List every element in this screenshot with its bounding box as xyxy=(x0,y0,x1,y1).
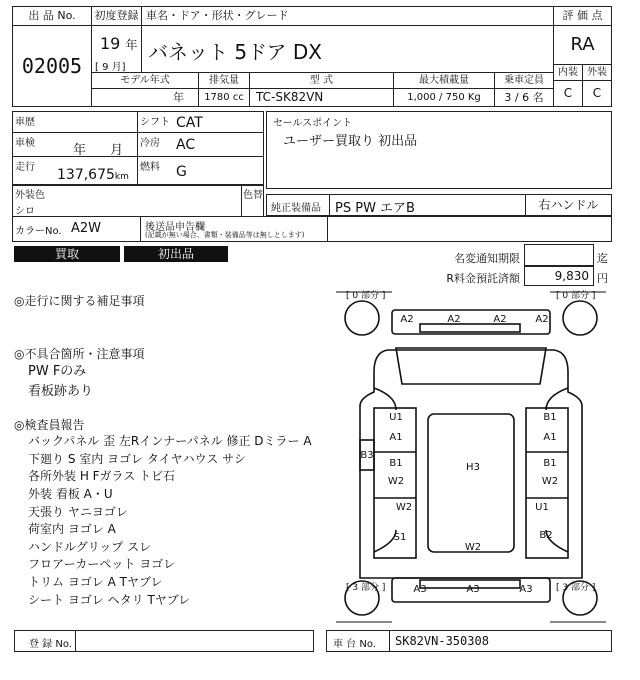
score-label: 評 価 点 xyxy=(562,9,603,22)
inspector-line: フロアーカーペット ヨゴレ xyxy=(28,557,176,572)
recycle-value-cell xyxy=(524,266,594,286)
right-mark: B1 xyxy=(543,458,557,469)
reg-no-block xyxy=(14,630,314,652)
tire-rl-label: [ 3 部分 ] xyxy=(346,583,386,593)
chassis-no: SK82VN-350308 xyxy=(395,634,489,648)
inspector-title: ◎検査員報告 xyxy=(14,418,85,433)
docs-block xyxy=(140,216,328,242)
capacity-label-cell xyxy=(494,72,554,89)
max-load-label-cell xyxy=(393,72,495,89)
car-name-cell xyxy=(141,25,554,73)
inspector-line: 天張り ヤニヨゴレ xyxy=(28,504,128,519)
shift-label: シフト xyxy=(140,117,170,128)
ext-color: シロ xyxy=(15,206,35,217)
left-side-mark: B3 xyxy=(360,450,374,461)
steering: 右ハンドル xyxy=(538,198,599,212)
score: RA xyxy=(570,34,595,55)
reg-no-label: 登 録 No. xyxy=(29,639,72,650)
capacity-label: 乗車定員 xyxy=(504,75,544,86)
fuel: G xyxy=(176,164,187,180)
reg-month: [ 9 月] xyxy=(95,62,126,73)
notes-panel xyxy=(14,292,326,628)
equipment-label: 純正装備品 xyxy=(271,203,321,214)
color-no: A2W xyxy=(71,221,102,236)
first-reg-cell xyxy=(91,25,142,73)
displacement-label: 排気量 xyxy=(209,75,239,86)
car-name-label: 車名・ドア・形状・グレード xyxy=(146,9,289,22)
lot-no: 02005 xyxy=(21,54,83,78)
lot-no-label: 出 品 No. xyxy=(28,9,76,22)
inspector-line: シート ヨゴレ ヘタリ Tヤブレ xyxy=(28,592,191,607)
color-no-label: カラーNo. xyxy=(15,226,62,237)
equipment-block xyxy=(266,194,526,216)
left-mark: S1 xyxy=(393,532,407,543)
rear-center-mark: W2 xyxy=(464,542,482,553)
recycle-label: R料金預託済額 xyxy=(446,272,520,285)
defects-title: ◎不具合箇所・注意事項 xyxy=(14,347,145,361)
left-mark: A1 xyxy=(389,432,403,443)
reg-year-unit: 年 xyxy=(125,38,138,52)
sales-point: ユーザー買取り 初出品 xyxy=(283,134,418,149)
right-mark: A1 xyxy=(543,432,557,443)
first-reg-label-cell xyxy=(91,6,142,26)
recycle-unit: 円 xyxy=(597,272,608,285)
left-mark: W2 xyxy=(387,476,405,487)
model-year-unit: 年 xyxy=(173,91,184,104)
lot-no-label-cell xyxy=(12,6,92,26)
inspection-label: 車検 xyxy=(15,138,35,149)
aircon: AC xyxy=(176,137,196,153)
exterior-grade-cell xyxy=(582,80,612,107)
inspector-line: 下廻り S 室内 ヨゴレ タイヤハウス サシ xyxy=(28,451,246,466)
left-mark: U1 xyxy=(389,412,403,423)
inspector-list xyxy=(14,433,326,609)
model-code: TC-SK82VN xyxy=(256,90,324,104)
car-diagram-svg xyxy=(330,288,612,626)
inspector-line: ハンドルグリップ スレ xyxy=(28,539,152,554)
shift: CAT xyxy=(176,115,203,131)
interior-label-cell xyxy=(553,64,583,81)
exterior-label: 外装 xyxy=(587,67,607,78)
history-label: 車歴 xyxy=(15,117,35,128)
score-cell xyxy=(553,25,612,65)
defect-item: 看板跡あり xyxy=(28,384,94,400)
interior-grade: C xyxy=(563,86,573,100)
recycle-amount: 9,830 xyxy=(554,269,589,283)
name-change-value xyxy=(524,244,594,266)
steering-cell xyxy=(525,194,612,216)
chassis-block xyxy=(326,630,612,652)
mileage-unit: km xyxy=(114,172,129,182)
left-mark: B1 xyxy=(389,458,403,469)
sales-point-label: セールスポイント xyxy=(273,118,353,129)
model-label: 型 式 xyxy=(309,75,334,86)
model-year-cell xyxy=(91,88,199,107)
max-load-label: 最大積載量 xyxy=(419,75,469,86)
capacity: 3 / 6 名 xyxy=(504,91,544,104)
inspection-value: 年 月 xyxy=(73,143,124,158)
color-change-label: 色替 xyxy=(243,190,263,201)
first-listing-badge: 初出品 xyxy=(124,246,228,262)
car-name: バネット 5ドア DX xyxy=(148,40,322,64)
model-label-cell xyxy=(249,72,394,89)
color-no-block xyxy=(12,216,141,242)
inspector-line: 各所外装 H Fガラス トビ石 xyxy=(28,469,176,484)
max-load-cell xyxy=(393,88,495,107)
front-mark: A2 xyxy=(400,314,414,325)
exterior-grade: C xyxy=(592,86,602,100)
docs-label: 後送品申告欄 xyxy=(145,222,205,233)
rear-mark: A3 xyxy=(466,584,480,595)
right-mark: B1 xyxy=(543,412,557,423)
left-mark: W2 xyxy=(395,502,413,513)
defects-list xyxy=(14,362,326,402)
sales-point-block xyxy=(266,111,612,189)
reg-year: 19 xyxy=(100,34,121,53)
docs-note: (記載が無い場合、書類・装備品等は無しとします) xyxy=(145,231,305,239)
mileage: 137,675 xyxy=(57,167,115,183)
lot-no-cell xyxy=(12,25,92,107)
ext-color-block xyxy=(12,185,264,217)
history-block xyxy=(12,111,138,185)
right-mark: W2 xyxy=(541,476,559,487)
model-year-label-cell xyxy=(91,72,199,89)
rear-mark: A3 xyxy=(519,584,533,595)
inspector-line: 外装 看板 A・U xyxy=(28,487,113,502)
ext-color-label: 外装色 xyxy=(15,190,45,201)
front-mark: A2 xyxy=(535,314,549,325)
inspector-line: 荷室内 ヨゴレ A xyxy=(28,522,116,537)
capacity-cell xyxy=(494,88,554,107)
model-year-label: モデル年式 xyxy=(120,75,170,86)
right-mark: B2 xyxy=(539,530,553,541)
tire-fl-label: [ 0 部分 ] xyxy=(346,291,386,301)
interior-label: 内装 xyxy=(558,67,578,78)
tire-rr-label: [ 3 部分 ] xyxy=(556,583,596,593)
front-mark: A2 xyxy=(493,314,507,325)
mileage-label: 走行 xyxy=(15,162,35,173)
damage-diagram xyxy=(330,288,612,626)
name-change-label: 名変通知期限 xyxy=(454,252,520,265)
inspector-line: バックパネル 歪 左Rインナーパネル 修正 Dミラー A xyxy=(28,434,312,449)
chassis-label: 車 台 No. xyxy=(333,639,376,650)
equipment: PS PW エアB xyxy=(335,201,415,216)
first-reg-label: 初度登録 xyxy=(94,9,139,22)
tire-fr-label: [ 0 部分 ] xyxy=(556,291,596,301)
shift-block xyxy=(137,111,264,185)
interior-grade-cell xyxy=(553,80,583,107)
inspector-line: トリム ヨゴレ A Tヤブレ xyxy=(28,575,163,590)
driving-title: ◎走行に関する補足事項 xyxy=(14,294,145,308)
displacement-label-cell xyxy=(198,72,250,89)
model-cell xyxy=(249,88,394,107)
defect-item: PW Fのみ xyxy=(28,364,87,379)
exterior-label-cell xyxy=(582,64,612,81)
name-change-unit: 迄 xyxy=(597,252,608,265)
max-load: 1,000 / 750 Kg xyxy=(407,92,481,103)
front-mark: A2 xyxy=(447,314,461,325)
docs-extra-cell xyxy=(327,216,612,242)
aircon-label: 冷房 xyxy=(140,138,160,149)
rear-mark: A3 xyxy=(413,584,427,595)
displacement: 1780 cc xyxy=(204,92,244,103)
score-label-cell xyxy=(553,6,612,26)
roof-mark: H3 xyxy=(466,462,480,473)
fuel-label: 燃料 xyxy=(140,162,160,173)
displacement-cell xyxy=(198,88,250,107)
car-name-label-cell xyxy=(141,6,554,26)
buy-badge: 買取 xyxy=(14,246,120,262)
right-mark: U1 xyxy=(535,502,549,513)
